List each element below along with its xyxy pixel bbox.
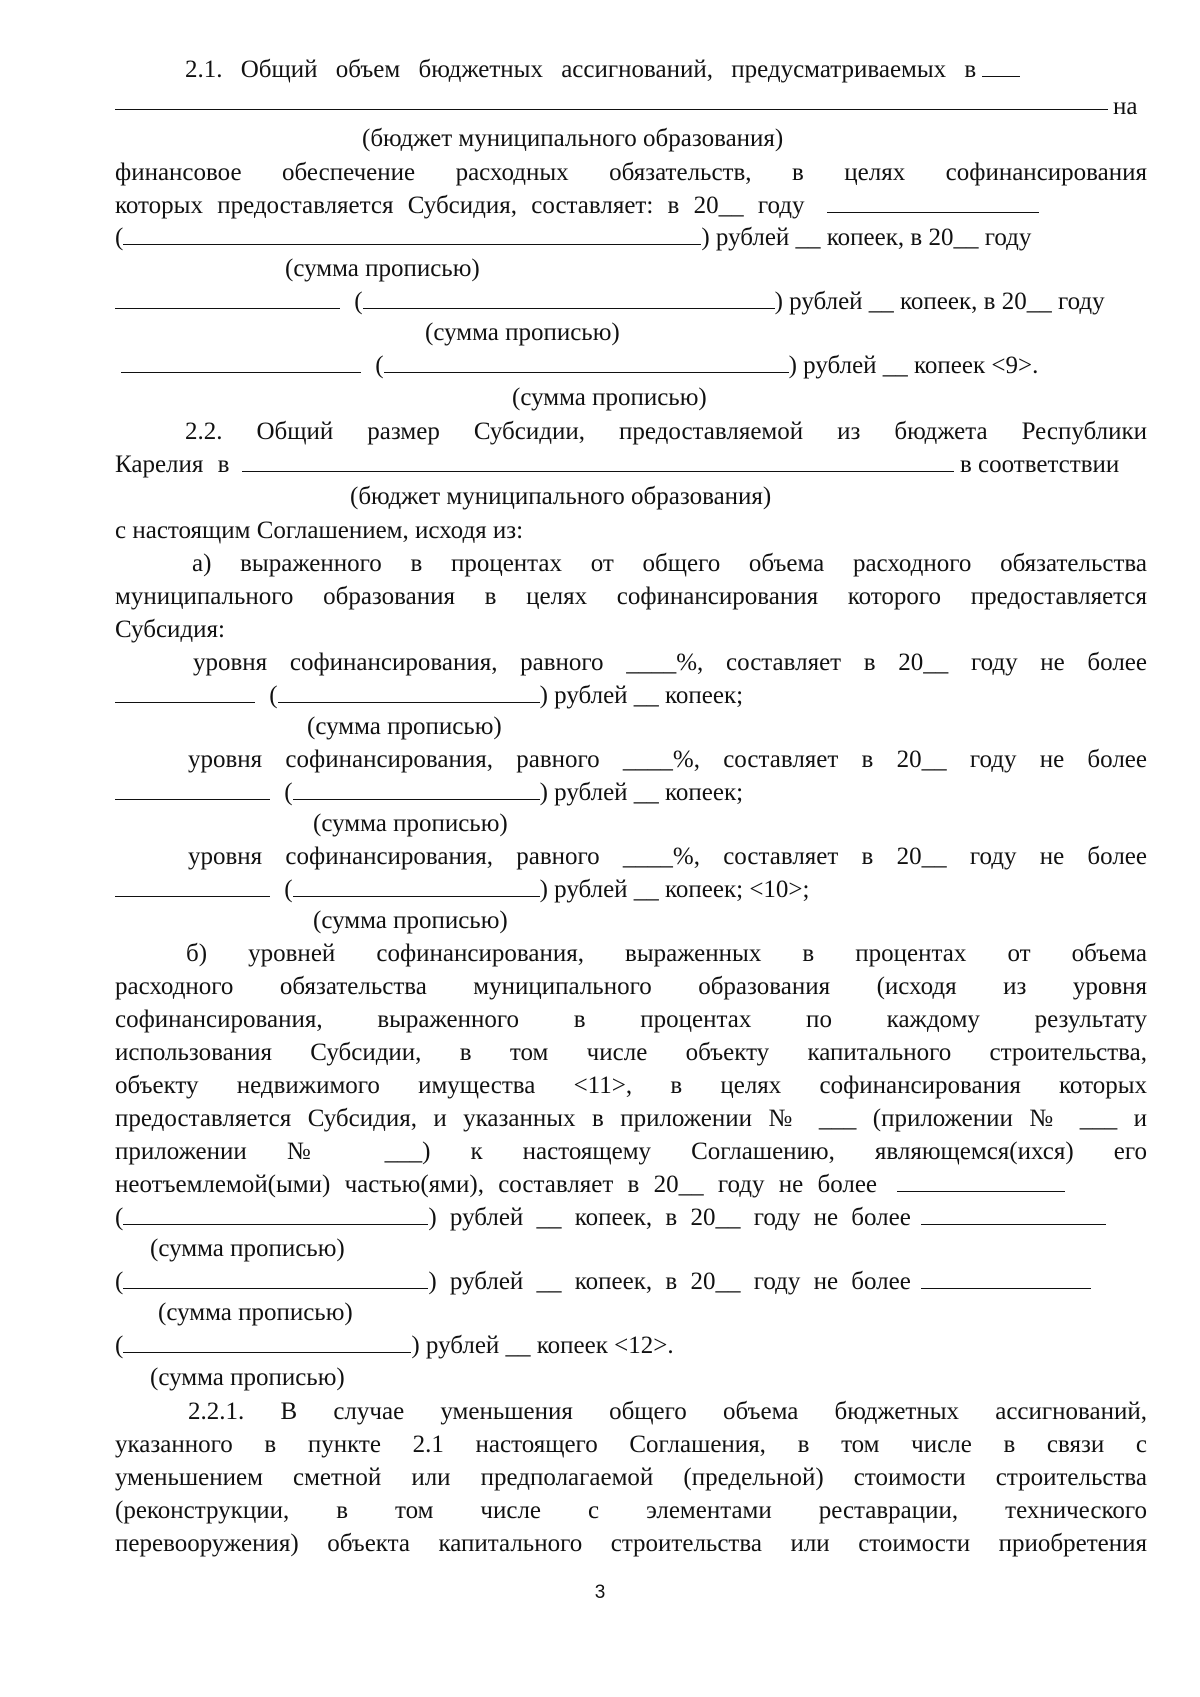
item-b-line-5: объекту недвижимого имущества <11>, в целях софинансирования которых	[115, 1072, 1147, 1099]
item-b-line-2: расходного обязательства муниципального образования (исходя из уровня	[115, 973, 1147, 1000]
blank-line	[363, 286, 775, 309]
text: которых предоставляется Субсидия, составляет: в 20__ году	[115, 192, 805, 219]
level-sum-line-2: ( ) рублей __ копеек;	[115, 777, 1147, 809]
paragraph-2-2-1-line-1: 2.2.1. В случае уменьшения общего объема бюджетных ассигнований,	[188, 1398, 1147, 1425]
item-b-line-8	[115, 1169, 1147, 1201]
item-b-line-3: софинансирования, выраженного в процентах по каждому результату	[115, 1006, 1147, 1033]
page-number: 3	[594, 1582, 606, 1603]
blank-line	[121, 350, 361, 373]
paragraph-2-1-line-1	[185, 54, 1147, 86]
blank-line	[278, 680, 540, 703]
blank-line	[982, 54, 1020, 77]
item-b-line-1: б) уровней софинансирования, выраженных в процентах от объема	[186, 940, 1147, 967]
level-sum-line-3: ( ) рублей __ копеек; <10>;	[115, 874, 1147, 906]
blank-line	[115, 777, 270, 800]
text: в соответствии	[959, 451, 1120, 478]
text: ) рублей __ копеек <12>.	[411, 1332, 674, 1359]
text: 2.1. Общий объем бюджетных ассигнований, предусматриваемых в	[185, 56, 977, 83]
blank-line	[242, 449, 954, 472]
paragraph-2-2-1-line-5: перевооружения) объекта капитального строительства или стоимости приобретения	[115, 1530, 1147, 1557]
text: ) рублей __ копеек, в 20__ году не более	[428, 1268, 911, 1295]
blank-line	[921, 1202, 1106, 1225]
text-na: на	[1113, 93, 1138, 120]
paragraph-2-2-1-line-2: указанного в пункте 2.1 настоящего Соглашения, в том числе в связи с	[115, 1431, 1147, 1458]
blank-line	[293, 777, 540, 800]
text: ) рублей __ копеек, в 20__ году не более	[428, 1204, 911, 1231]
item-b-line-4: использования Субсидии, в том числе объекту капитального строительства,	[115, 1039, 1147, 1066]
paragraph-2-1-line-7: ( ) рублей __ копеек <9>.	[115, 350, 1147, 382]
item-a-line-1: а) выраженного в процентах от общего объема расходного обязательства	[192, 550, 1147, 577]
level-line-2: уровня софинансирования, равного ____%, составляет в 20__ году не более	[188, 746, 1147, 773]
paragraph-2-2-1-line-4: (реконструкции, в том числе с элементами реставрации, технического	[115, 1497, 1147, 1524]
paragraph-2-1-line-3: финансовое обеспечение расходных обязательств, в целях софинансирования	[115, 159, 1147, 186]
caption-sum: (сумма прописью)	[150, 1364, 345, 1391]
text: ) рублей __ копеек;	[539, 682, 744, 709]
blank-line	[921, 1266, 1091, 1289]
item-b-line-11: ( ) рублей __ копеек <12>.	[115, 1332, 674, 1359]
text: ) рублей __ копеек, в 20__ году	[701, 224, 1032, 251]
blank-line	[293, 874, 540, 897]
caption-sum: (сумма прописью)	[313, 810, 508, 837]
level-sum-line-1: ( ) рублей __ копеек;	[115, 680, 1147, 712]
item-b-line-10: ( ) рублей __ копеек, в 20__ году не более	[115, 1266, 1147, 1298]
blank-line	[115, 874, 270, 897]
paragraph-2-2-line-1: 2.2. Общий размер Субсидии, предоставляемой из бюджета Республики	[185, 418, 1147, 445]
caption-budget: (бюджет муниципального образования)	[350, 483, 772, 510]
blank-line	[827, 190, 1039, 213]
text: неотъемлемой(ыми) частью(ями), составляет в 20__ году не более	[115, 1171, 878, 1198]
blank-line	[123, 1330, 411, 1353]
text: ) рублей __ копеек, в 20__ году	[774, 288, 1105, 315]
blank-line	[115, 680, 255, 703]
blank-line	[123, 1202, 428, 1225]
caption-sum: (сумма прописью)	[512, 384, 707, 411]
paragraph-2-1-line-6: ( ) рублей __ копеек, в 20__ году	[115, 286, 1147, 318]
paragraph-2-1-line-4	[115, 190, 1147, 222]
level-line-1: уровня софинансирования, равного ____%, составляет в 20__ году не более	[193, 649, 1147, 676]
text: ) рублей __ копеек <9>.	[788, 352, 1039, 379]
text: Карелия в	[115, 451, 230, 478]
blank-line	[384, 350, 789, 373]
caption-sum: (сумма прописью)	[150, 1235, 345, 1262]
text: ) рублей __ копеек; <10>;	[539, 876, 810, 903]
item-a-line-2: муниципального образования в целях софинансирования которого предоставляется	[115, 583, 1147, 610]
paragraph-2-2-1-line-3: уменьшением сметной или предполагаемой (предельной) стоимости строительства	[115, 1464, 1147, 1491]
paragraph-2-1-line-5: ( ) рублей __ копеек, в 20__ году	[115, 224, 1032, 251]
level-line-3: уровня софинансирования, равного ____%, составляет в 20__ году не более	[188, 843, 1147, 870]
item-b-line-7: приложении № ___) к настоящему Соглашению, являющемся(ихся) его	[115, 1138, 1147, 1165]
blank-line	[123, 222, 701, 245]
caption-budget: (бюджет муниципального образования)	[362, 125, 784, 152]
caption-sum: (сумма прописью)	[425, 319, 620, 346]
item-a-line-3: Субсидия:	[115, 616, 225, 643]
caption-sum: (сумма прописью)	[285, 255, 480, 282]
paragraph-2-2-line-3: с настоящим Соглашением, исходя из:	[115, 517, 524, 544]
paragraph-2-2-line-2	[115, 449, 1147, 481]
text: ) рублей __ копеек;	[539, 779, 744, 806]
item-b-line-9: ( ) рублей __ копеек, в 20__ году не более	[115, 1202, 1147, 1234]
blank-line	[897, 1169, 1065, 1192]
blank-line	[115, 286, 340, 309]
blank-line-budget	[115, 109, 1108, 110]
caption-sum: (сумма прописью)	[313, 907, 508, 934]
caption-sum: (сумма прописью)	[307, 713, 502, 740]
blank-line	[123, 1266, 428, 1289]
item-b-line-6: предоставляется Субсидия, и указанных в приложении № ___ (приложении № ___ и	[115, 1105, 1147, 1132]
caption-sum: (сумма прописью)	[158, 1299, 353, 1326]
